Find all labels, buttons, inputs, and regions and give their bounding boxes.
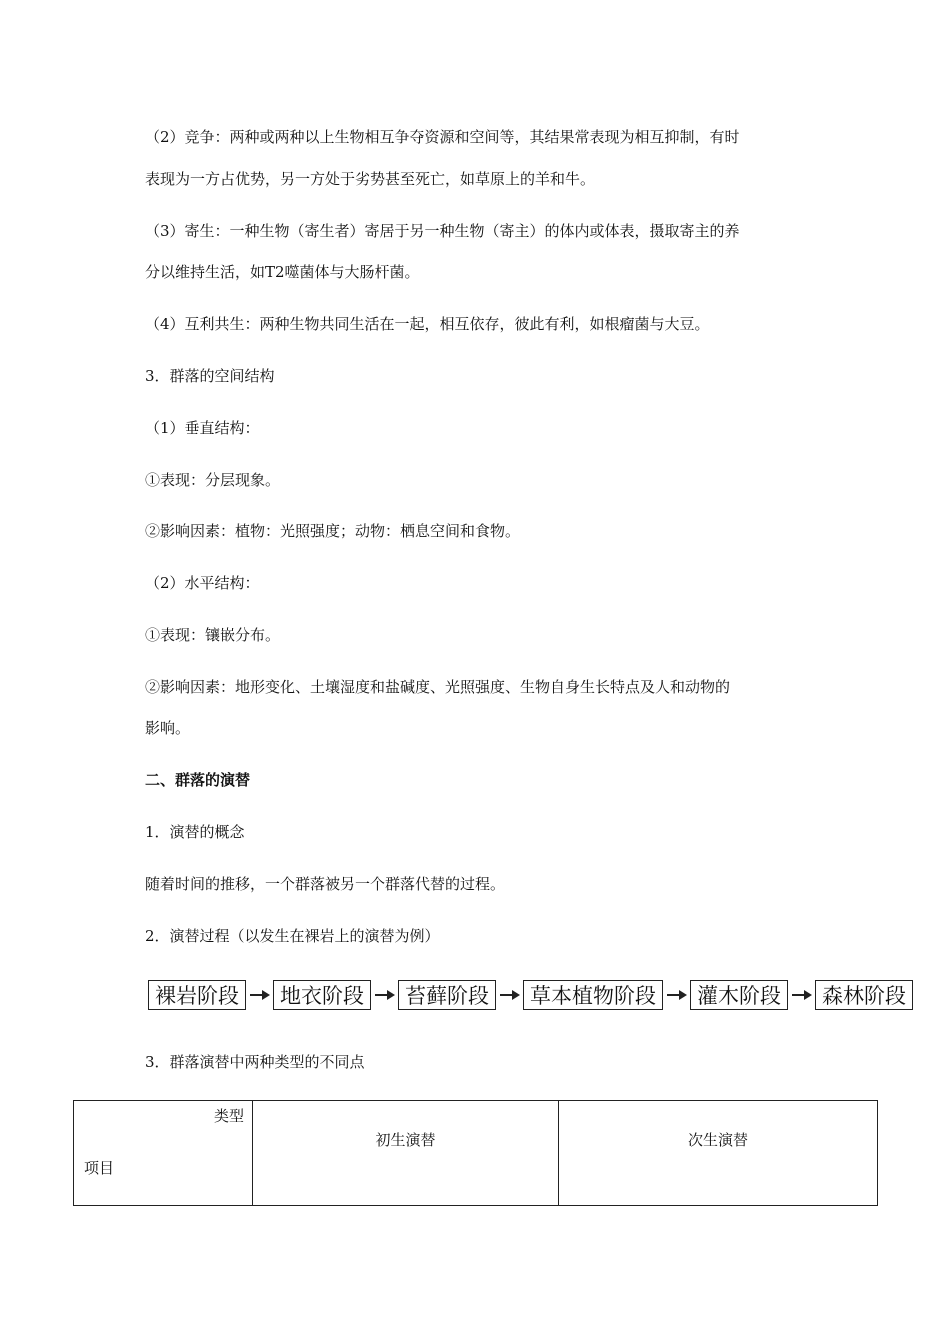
- table-row: [74, 1101, 878, 1206]
- heading-vertical-structure: （1）垂直结构：: [145, 419, 260, 437]
- header-secondary-succession: 次生演替: [559, 1101, 878, 1206]
- item-horizontal-factors-2: 影响。: [145, 719, 191, 737]
- table-corner-cell: [74, 1101, 253, 1206]
- paragraph-mutualism: （4）互利共生：两种生物共同生活在一起，相互依存，彼此有利，如根瘤菌与大豆。: [145, 315, 710, 333]
- paragraph-succession-definition: 随着时间的推移，一个群落被另一个群落代替的过程。: [145, 875, 506, 893]
- succession-comparison-table: [73, 1100, 878, 1206]
- item-vertical-factors: ②影响因素：植物：光照强度；动物：栖息空间和食物。: [145, 522, 521, 540]
- stage-forest: 森林阶段: [815, 980, 913, 1010]
- arrow-right-icon: [496, 980, 523, 1010]
- stage-herbaceous: 草本植物阶段: [523, 980, 663, 1010]
- header-primary-succession: 初生演替: [253, 1101, 559, 1206]
- stage-lichen: 地衣阶段: [273, 980, 371, 1010]
- stage-shrub: 灌木阶段: [690, 980, 788, 1010]
- heading-horizontal-structure: （2）水平结构：: [145, 574, 260, 592]
- item-horizontal-performance: ①表现：镶嵌分布。: [145, 626, 281, 644]
- stage-moss: 苔藓阶段: [398, 980, 496, 1010]
- section-heading-succession: 二、群落的演替: [145, 771, 251, 789]
- heading-succession-process: 2．演替过程（以发生在裸岩上的演替为例）: [145, 927, 440, 945]
- arrow-right-icon: [663, 980, 690, 1010]
- corner-label-item: 项目: [84, 1159, 115, 1177]
- paragraph-parasitism-2: 分以维持生活，如T2噬菌体与大肠杆菌。: [145, 263, 420, 281]
- paragraph-parasitism-1: （3）寄生：一种生物（寄生者）寄居于另一种生物（寄主）的体内或体表，摄取寄主的养: [145, 222, 740, 240]
- paragraph-competition-2: 表现为一方占优势，另一方处于劣势甚至死亡，如草原上的羊和牛。: [145, 170, 596, 188]
- arrow-right-icon: [246, 980, 273, 1010]
- heading-succession-types: 3．群落演替中两种类型的不同点: [145, 1053, 365, 1071]
- arrow-right-icon: [371, 980, 398, 1010]
- heading-spatial-structure: 3．群落的空间结构: [145, 367, 275, 385]
- succession-flow-diagram: [148, 978, 913, 1012]
- stage-bare-rock: 裸岩阶段: [148, 980, 246, 1010]
- arrow-right-icon: [788, 980, 815, 1010]
- item-vertical-performance: ①表现：分层现象。: [145, 471, 281, 489]
- corner-label-type: 类型: [213, 1107, 244, 1125]
- heading-succession-concept: 1．演替的概念: [145, 823, 245, 841]
- paragraph-competition-1: （2）竞争：两种或两种以上生物相互争夺资源和空间等，其结果常表现为相互抑制，有时: [145, 128, 740, 146]
- item-horizontal-factors-1: ②影响因素：地形变化、土壤湿度和盐碱度、光照强度、生物自身生长特点及人和动物的: [145, 678, 731, 696]
